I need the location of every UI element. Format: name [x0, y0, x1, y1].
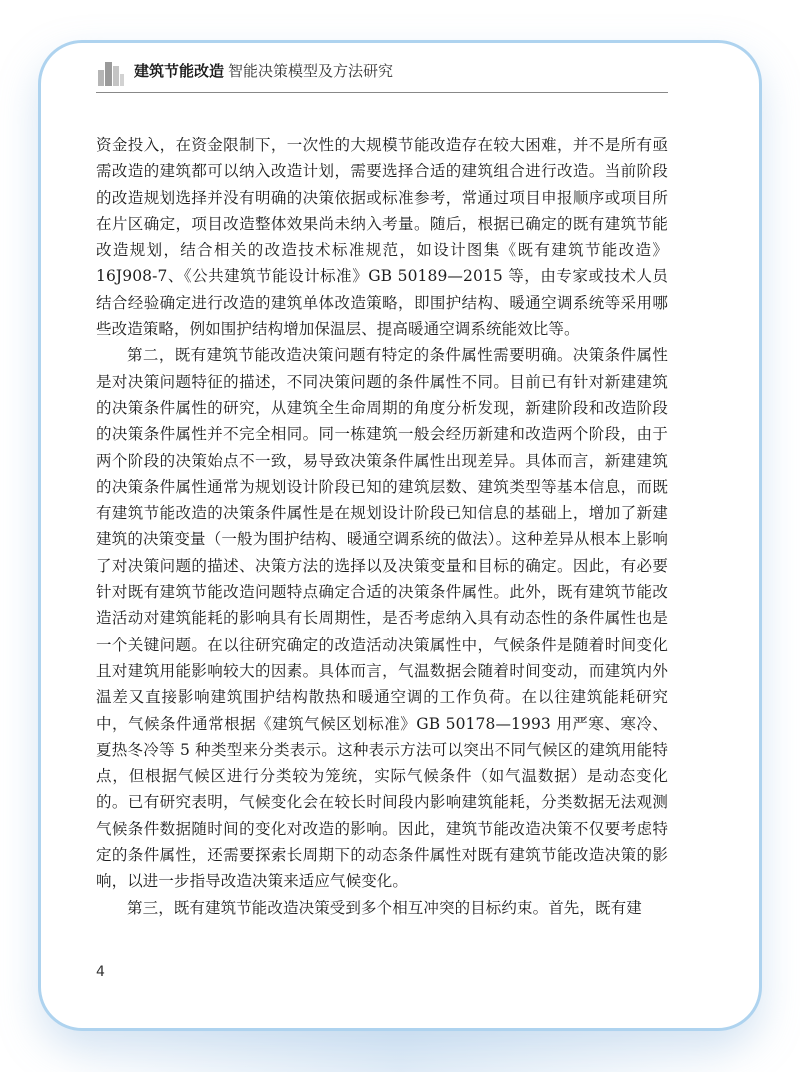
- book-title: [134, 58, 393, 84]
- body-text: [96, 132, 668, 921]
- paragraph: 第二，既有建筑节能改造决策问题有特定的条件属性需要明确。决策条件属性是对决策问题特征的描述，不同决策问题的条件属性不同。目前已有针对新建建筑的决策条件属性的研究，从建筑全生命周期的角度分析发现，新建阶段和改造阶段的决策条件属性并不完全相同。同一栋建筑一般会经历新建和改造两个阶段，由于两个阶段的决策始点不一致，易导致决策条件属性出现差异。具体而言，新建建筑的决策条件属性通常为规划设计阶段已知的建筑层数、建筑类型等基本信息，而既有建筑节能改造的决策条件属性是在规划设计阶段已知信息的基础上，增加了新建建筑的决策变量（一般为围护结构、暖通空调系统的做法）。这种差异从根本上影响了对决策问题的描述、决策方法的选择以及决策变量和目标的确定。因此，有必要针对既有建筑节能改造问题特点确定合适的决策条件属性。此外，既有建筑节能改造活动对建筑能耗的影响具有长周期性，是否考虑纳入具有动态性的条件属性也是一个关键问题。在以往研究确定的改造活动决策属性中，气候条件是随着时间变化且对建筑用能影响较大的因素。具体而言，气温数据会随着时间变动，而建筑内外温差又直接影响建筑围护结构散热和暖通空调的工作负荷。在以往建筑能耗研究中，气候条件通常根据《建筑气候区划标准》GB 50178—1993 用严寒、寒冷、夏热冬冷等 5 种类型来分类表示。这种表示方法可以突出不同气候区的建筑用能特点，但根据气候区进行分类较为笼统，实际气候条件（如气温数据）是动态变化的。已有研究表明，气候变化会在较长时间段内影响建筑能耗，分类数据无法观测气候条件数据随时间的变化对改造的影响。因此，建筑节能改造决策不仅要考虑特定的条件属性，还需要探索长周期下的动态条件属性对既有建筑节能改造决策的影响，以进一步指导改造决策来适应气候变化。: [96, 346, 668, 891]
- book-title-main: 建筑节能改造: [134, 62, 225, 80]
- running-header: [96, 56, 668, 100]
- header-divider: [96, 92, 668, 93]
- paragraph: 第三，既有建筑节能改造决策受到多个相互冲突的目标约束。首先，既有建: [127, 898, 642, 917]
- page-number: 4: [96, 964, 105, 980]
- building-icon: [96, 58, 126, 86]
- paragraph: 资金投入，在资金限制下，一次性的大规模节能改造存在较大困难，并不是所有亟需改造的建筑都可以纳入改造计划，需要选择合适的建筑组合进行改造。当前阶段的改造规划选择并没有明确的决策依据或标准参考，常通过项目申报顺序或项目所在片区确定，项目改造整体效果尚未纳入考量。随后，根据已确定的既有建筑节能改造规划，结合相关的改造技术标准规范，如设计图集《既有建筑节能改造》16J908-7、《公共建筑节能设计标准》GB 50189—2015 等，由专家或技术人员结合经验确定进行改造的建筑单体改造策略，即围护结构、暖通空调系统等采用哪些改造策略，例如围护结构增加保温层、提高暖通空调系统能效比等。: [96, 136, 668, 339]
- book-title-subtitle: 智能决策模型及方法研究: [228, 62, 394, 80]
